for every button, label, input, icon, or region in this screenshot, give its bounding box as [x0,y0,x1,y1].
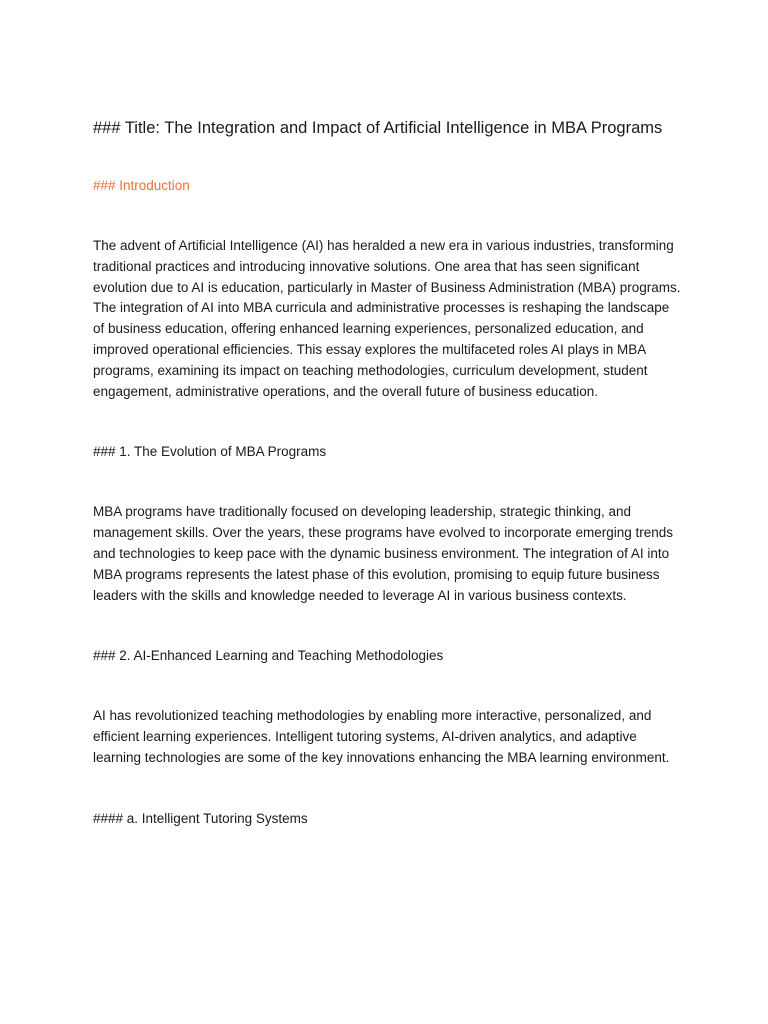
section-paragraph-evolution: MBA programs have traditionally focused on developing leadership, strategic thinking, and management skills. Over the years, these programs have evolved to incorporate emerging trends and technologies to keep pace with the dynamic business environment. The integration of AI into MBA programs represents the latest phase of this evolution, promising to equip future business leaders with the skills and knowledge needed to leverage AI in various business contexts. [93,504,674,603]
section-heading-evolution: ### 1. The Evolution of MBA Programs [93,444,327,460]
subsection-heading-tutoring: #### a. Intelligent Tutoring Systems [93,810,308,826]
document-content [93,116,681,829]
section-paragraph-ai-learning: AI has revolutionized teaching methodologies by enabling more interactive, personalized, and efficient learning experiences. Intelligent tutoring systems, AI-driven analytics, and adaptive learning technologies are some of the key innovations enhancing the MBA learning environment. [93,708,670,765]
introduction-heading: ### Introduction [93,178,190,193]
section-heading-ai-learning: ### 2. AI-Enhanced Learning and Teaching Methodologies [93,648,444,664]
introduction-paragraph: The advent of Artificial Intelligence (AI) has heralded a new era in various industries, transforming traditional practices and introducing innovative solutions. One area that has seen significant evolution due to AI is education, particularly in Master of Business Administration (MBA) programs. The integration of AI into MBA curricula and administrative processes is reshaping the landscape of business education, offering enhanced learning experiences, personalized education, and improved operational efficiencies. This essay explores the multifaceted roles AI plays in MBA programs, examining its impact on teaching methodologies, curriculum development, student engagement, administrative operations, and the overall future of business education. [93,238,681,399]
document-title: ### Title: The Integration and Impact of Artificial Intelligence in MBA Programs [93,119,663,137]
